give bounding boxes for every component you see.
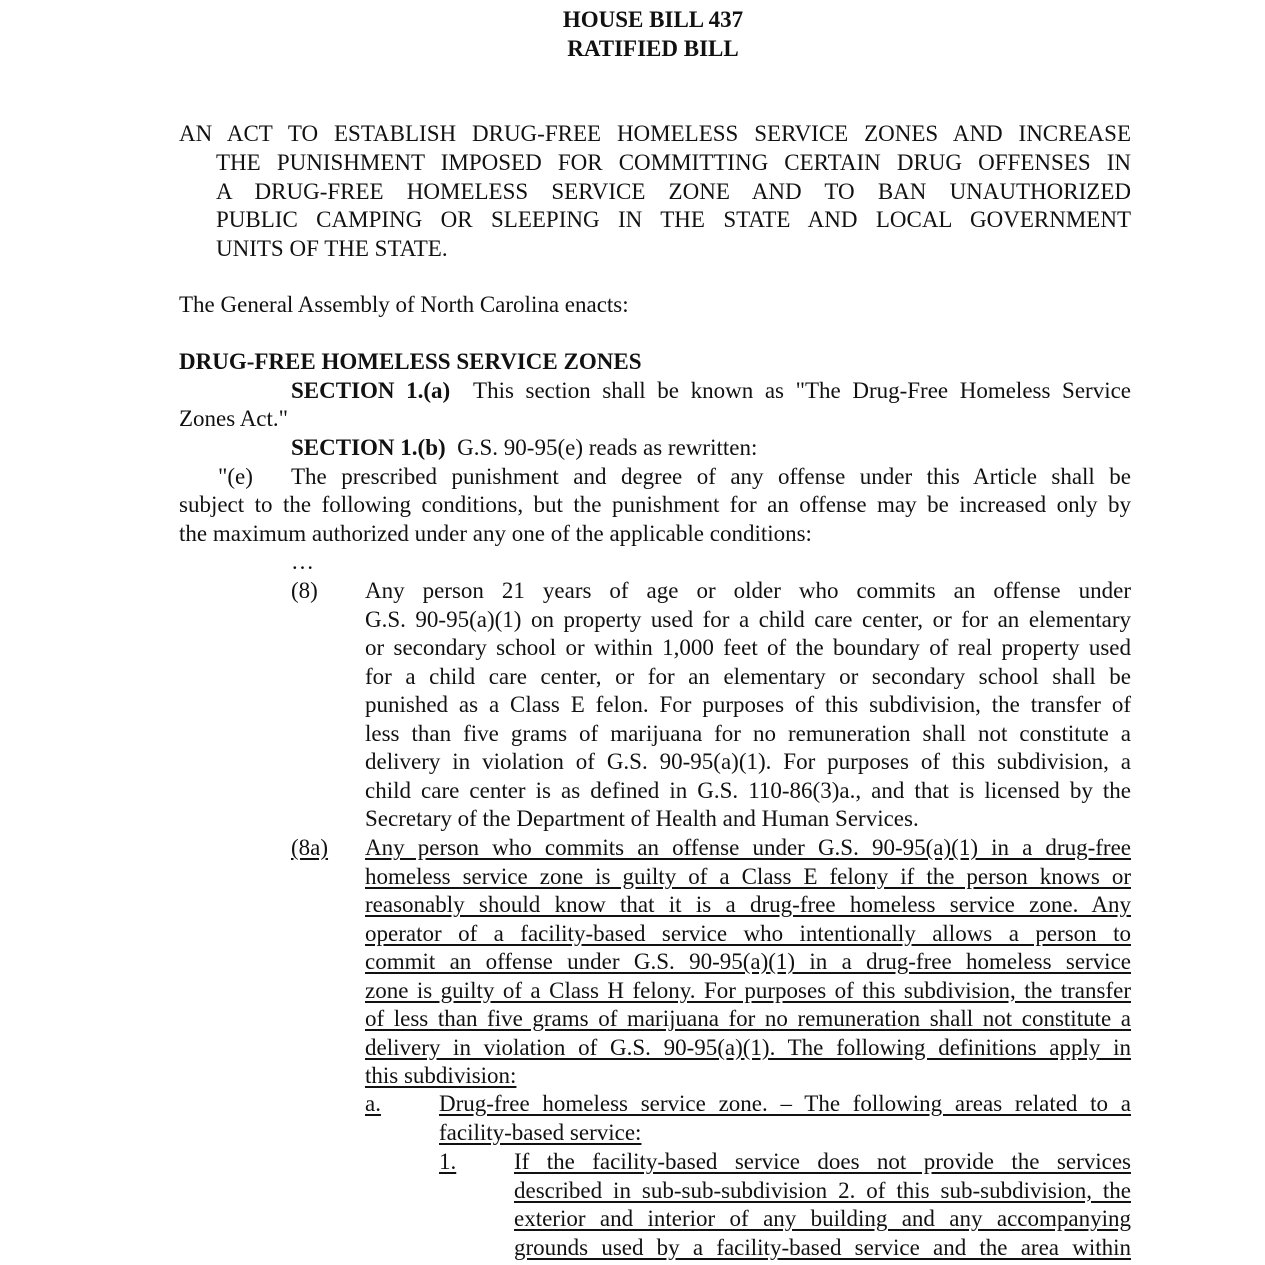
subdivision-marker: (8a) <box>291 835 329 860</box>
text-line: subject to the following conditions, but the punishment for an offense may be increased only by <box>179 492 1131 517</box>
subsection-marker: "(e) <box>218 464 253 489</box>
sub-subdivision-text <box>439 1090 1131 1147</box>
bill-number: HOUSE BILL 437 <box>562 7 744 32</box>
section-1a-text: This section shall be known as "The Drug-Free Homeless Service <box>473 378 1132 403</box>
text-line: UNITS OF THE STATE. <box>216 235 448 261</box>
text-line: PUBLIC CAMPING OR SLEEPING IN THE STATE AND LOCAL GOVERNMENT <box>216 207 1131 232</box>
ellipsis: … <box>291 549 314 574</box>
subdivision-text <box>365 834 1131 1091</box>
text-line: reasonably should know that it is a drug-free homeless service zone. Any <box>365 892 1131 917</box>
part-heading: DRUG-FREE HOMELESS SERVICE ZONES <box>179 349 642 374</box>
section-1a-text-cont: Zones Act." <box>179 406 289 431</box>
text-line: or secondary school or within 1,000 feet of the boundary of real property used <box>365 635 1131 660</box>
text-line: less than five grams of marijuana for no remuneration shall not constitute a <box>365 720 1131 746</box>
subdivision-text <box>365 577 1131 834</box>
text-line: If the facility-based service does not provide the services <box>514 1149 1131 1174</box>
text-line: Secretary of the Department of Health and Human Services. <box>365 806 919 831</box>
bill-status: RATIFIED BILL <box>567 36 739 61</box>
text-line: grounds used by a facility-based service and the area within <box>514 1234 1131 1260</box>
text-line: child care center is as defined in G.S. 110-86(3)a., and that is licensed by the <box>365 777 1131 803</box>
text-line: A DRUG-FREE HOMELESS SERVICE ZONE AND TO BAN UNAUTHORIZED <box>216 178 1131 204</box>
section-1b-label: SECTION 1.(b) <box>291 435 446 460</box>
section-1b-text: G.S. 90-95(e) reads as rewritten: <box>457 435 758 460</box>
text-line: Any person who commits an offense under G.S. 90-95(a)(1) in a drug-free <box>365 835 1131 860</box>
text-line: G.S. 90-95(a)(1) on property used for a child care center, or for an elementary <box>365 606 1131 632</box>
section-1a-label: SECTION 1.(a) <box>291 378 451 403</box>
text-line: commit an offense under G.S. 90-95(a)(1) in a drug-free homeless service <box>365 949 1131 974</box>
text-line: operator of a facility-based service who intentionally allows a person to <box>365 920 1131 946</box>
text-line: facility-based service: <box>439 1119 642 1145</box>
sub-sub-subdivision-text <box>514 1148 1131 1262</box>
text-line: THE PUNISHMENT IMPOSED FOR COMMITTING CERTAIN DRUG OFFENSES IN <box>216 150 1131 175</box>
text-line: delivery in violation of G.S. 90-95(a)(1). The following definitions apply in <box>365 1034 1131 1060</box>
text-line: this subdivision: <box>365 1063 517 1088</box>
text-line: of less than five grams of marijuana for no remuneration shall not constitute a <box>365 1006 1131 1031</box>
title-line: AN ACT TO ESTABLISH DRUG-FREE HOMELESS SERVICE ZONES AND INCREASE <box>179 121 1131 146</box>
text-line: for a child care center, or for an elementary or secondary school shall be <box>365 663 1131 689</box>
section-1b <box>291 434 757 463</box>
text-line: Drug-free homeless service zone. – The following areas related to a <box>439 1091 1131 1116</box>
text-line: punished as a Class E felon. For purposes of this subdivision, the transfer of <box>365 692 1131 717</box>
text-line: Any person 21 years of age or older who commits an offense under <box>365 578 1131 603</box>
sub-sub-subdivision-marker: 1. <box>439 1149 457 1174</box>
text-line: described in sub-sub-subdivision 2. of this sub-subdivision, the <box>514 1177 1131 1203</box>
text-line: homeless service zone is guilty of a Class E felony if the person knows or <box>365 863 1131 889</box>
title-continuation <box>216 149 1131 263</box>
text-line: zone is guilty of a Class H felony. For purposes of this subdivision, the transfer <box>365 977 1131 1003</box>
text-line: delivery in violation of G.S. 90-95(a)(1). For purposes of this subdivision, a <box>365 749 1131 774</box>
subdivision-marker: (8) <box>291 578 318 603</box>
enacting-clause: The General Assembly of North Carolina enacts: <box>179 292 629 317</box>
sub-subdivision-marker: a. <box>365 1091 381 1116</box>
text-line: exterior and interior of any building and any accompanying <box>514 1206 1131 1231</box>
subsection-e-first-line: The prescribed punishment and degree of any offense under this Article shall be <box>291 464 1131 489</box>
subsection-e-text <box>179 491 1131 548</box>
text-line: the maximum authorized under any one of the applicable conditions: <box>179 520 812 546</box>
